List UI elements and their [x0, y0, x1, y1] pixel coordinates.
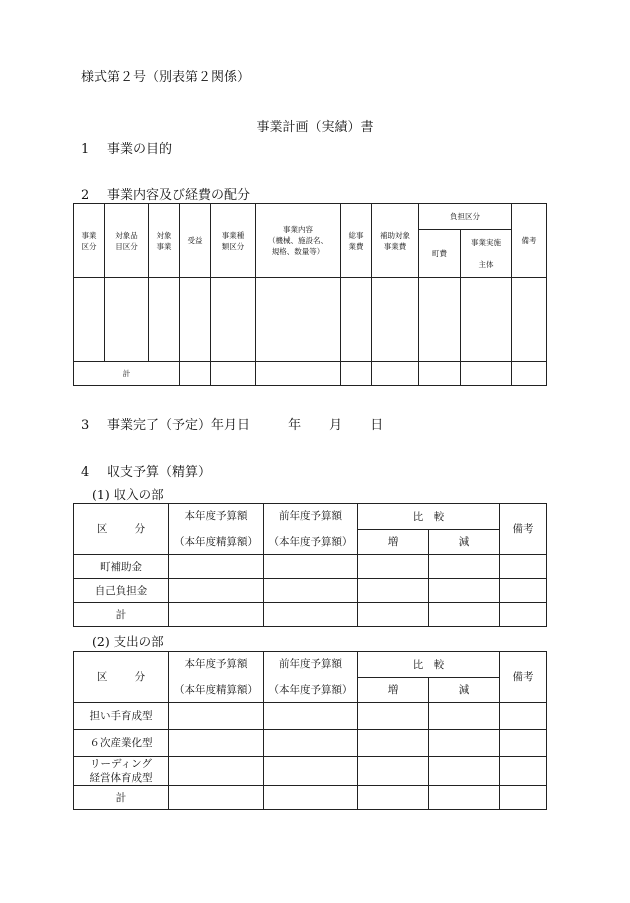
- input-cell[interactable]: [512, 362, 547, 386]
- input-cell[interactable]: [341, 278, 372, 362]
- input-cell[interactable]: [169, 730, 264, 757]
- input-cell[interactable]: [169, 757, 264, 786]
- input-cell[interactable]: [429, 703, 500, 730]
- header-comparison: 比 較: [358, 504, 500, 530]
- previous-budget-label: 前年度予算額: [279, 658, 342, 670]
- year-label: 年: [288, 418, 302, 433]
- header-implementer: 事業実施 主体: [461, 230, 512, 278]
- section-number: 1: [81, 142, 90, 157]
- header-target-project: 対象 事業: [149, 204, 180, 278]
- header-previous-budget: [264, 652, 358, 703]
- row-label: リーディング 経営体育成型: [74, 757, 169, 786]
- previous-sub-label: （本年度予算額）: [268, 536, 353, 548]
- input-cell[interactable]: [105, 278, 149, 362]
- input-cell[interactable]: [169, 603, 264, 627]
- table-row: [74, 362, 547, 386]
- input-cell[interactable]: [429, 603, 500, 627]
- row-label: 町補助金: [74, 555, 169, 579]
- input-cell[interactable]: [429, 730, 500, 757]
- header-total-cost: 総事 業費: [341, 204, 372, 278]
- section-label: 事業内容及び経費の配分: [107, 188, 251, 203]
- input-cell[interactable]: [358, 579, 429, 603]
- header-subsidy-cost: 補助対象 事業費: [372, 204, 419, 278]
- input-cell[interactable]: [169, 555, 264, 579]
- input-cell[interactable]: [500, 603, 547, 627]
- input-cell[interactable]: [358, 786, 429, 810]
- project-plan-table: [73, 203, 547, 386]
- section-4-heading: [81, 461, 211, 480]
- table-row: [74, 278, 547, 362]
- input-cell[interactable]: [500, 786, 547, 810]
- section-number: 2: [81, 188, 90, 203]
- table-row: [74, 786, 547, 810]
- header-remarks: 備考: [500, 652, 547, 703]
- header-current-budget: [169, 652, 264, 703]
- input-cell[interactable]: [341, 362, 372, 386]
- header-remarks: 備考: [500, 504, 547, 555]
- input-cell[interactable]: [211, 362, 256, 386]
- section-1-heading: [81, 138, 172, 157]
- input-cell[interactable]: [461, 362, 512, 386]
- row-label: ６次産業化型: [74, 730, 169, 757]
- input-cell[interactable]: [169, 703, 264, 730]
- header-town-cost: 町費: [419, 230, 461, 278]
- income-heading: (1) 収入の部: [92, 487, 164, 502]
- input-cell[interactable]: [419, 278, 461, 362]
- header-item-category: 対象品 目区分: [105, 204, 149, 278]
- previous-budget-label: 前年度予算額: [279, 510, 342, 522]
- table-row: [74, 757, 547, 786]
- header-project-content: 事業内容 （機械、施設名、 規格、数量等）: [256, 204, 341, 278]
- header-project-category: 事業 区分: [74, 204, 105, 278]
- header-burden-category: 負担区分: [419, 204, 512, 230]
- header-increase: 増: [358, 678, 429, 703]
- input-cell[interactable]: [149, 278, 180, 362]
- input-cell[interactable]: [500, 703, 547, 730]
- expense-table: [73, 651, 547, 810]
- previous-sub-label: （本年度予算額）: [268, 684, 353, 696]
- row-label: 計: [74, 786, 169, 810]
- input-cell[interactable]: [180, 278, 211, 362]
- input-cell[interactable]: [264, 579, 358, 603]
- input-cell[interactable]: [358, 603, 429, 627]
- header-beneficiary: 受益: [180, 204, 211, 278]
- input-cell[interactable]: [358, 555, 429, 579]
- section-number: 3: [81, 418, 90, 433]
- input-cell[interactable]: [74, 278, 105, 362]
- header-project-type: 事業種 類区分: [211, 204, 256, 278]
- section-3-heading: [81, 414, 411, 433]
- form-number: 様式第２号（別表第２関係）: [81, 70, 251, 85]
- input-cell[interactable]: [169, 786, 264, 810]
- input-cell[interactable]: [461, 278, 512, 362]
- table-row: [74, 603, 547, 627]
- current-budget-label: 本年度予算額: [184, 510, 248, 522]
- input-cell[interactable]: [429, 579, 500, 603]
- input-cell[interactable]: [419, 362, 461, 386]
- header-decrease: 減: [429, 530, 500, 555]
- current-settlement-label: （本年度精算額）: [174, 684, 258, 696]
- total-label: 計: [74, 362, 180, 386]
- current-budget-label: 本年度予算額: [184, 658, 248, 670]
- input-cell[interactable]: [372, 278, 419, 362]
- section-number: 4: [81, 465, 90, 480]
- input-cell[interactable]: [500, 555, 547, 579]
- input-cell[interactable]: [256, 278, 341, 362]
- section-label: 収支予算（精算）: [107, 465, 212, 480]
- header-current-budget: [169, 504, 264, 555]
- input-cell[interactable]: [256, 362, 341, 386]
- input-cell[interactable]: [358, 730, 429, 757]
- input-cell[interactable]: [429, 555, 500, 579]
- header-category: 区 分: [74, 652, 169, 703]
- table-row: [74, 730, 547, 757]
- row-label: 担い手育成型: [74, 703, 169, 730]
- input-cell[interactable]: [372, 362, 419, 386]
- header-comparison: 比 較: [358, 652, 500, 678]
- input-cell[interactable]: [500, 757, 547, 786]
- input-cell[interactable]: [180, 362, 211, 386]
- input-cell[interactable]: [211, 278, 256, 362]
- table-row: [74, 579, 547, 603]
- input-cell[interactable]: [264, 703, 358, 730]
- input-cell[interactable]: [358, 703, 429, 730]
- completion-date: [288, 418, 411, 433]
- row-label: 自己負担金: [74, 579, 169, 603]
- income-table: [73, 503, 547, 627]
- input-cell[interactable]: [429, 757, 500, 786]
- header-increase: 増: [358, 530, 429, 555]
- section-label: 事業の目的: [107, 142, 173, 157]
- header-remarks: 備考: [512, 204, 547, 278]
- day-label: 日: [370, 418, 384, 433]
- input-cell[interactable]: [264, 730, 358, 757]
- input-cell[interactable]: [358, 757, 429, 786]
- input-cell[interactable]: [500, 579, 547, 603]
- input-cell[interactable]: [429, 786, 500, 810]
- header-category: 区 分: [74, 504, 169, 555]
- input-cell[interactable]: [169, 579, 264, 603]
- month-label: 月: [329, 418, 343, 433]
- table-row: [74, 703, 547, 730]
- input-cell[interactable]: [500, 730, 547, 757]
- header-decrease: 減: [429, 678, 500, 703]
- table-row: [74, 555, 547, 579]
- current-settlement-label: （本年度精算額）: [174, 536, 258, 548]
- expense-heading: (2) 支出の部: [92, 634, 164, 649]
- section-label: 事業完了（予定）年月日: [107, 418, 251, 433]
- row-label: 計: [74, 603, 169, 627]
- input-cell[interactable]: [264, 555, 358, 579]
- section-2-heading: [81, 184, 250, 203]
- input-cell[interactable]: [264, 757, 358, 786]
- input-cell[interactable]: [512, 278, 547, 362]
- document-title: 事業計画（実績）書: [256, 120, 374, 135]
- input-cell[interactable]: [264, 786, 358, 810]
- header-previous-budget: [264, 504, 358, 555]
- input-cell[interactable]: [264, 603, 358, 627]
